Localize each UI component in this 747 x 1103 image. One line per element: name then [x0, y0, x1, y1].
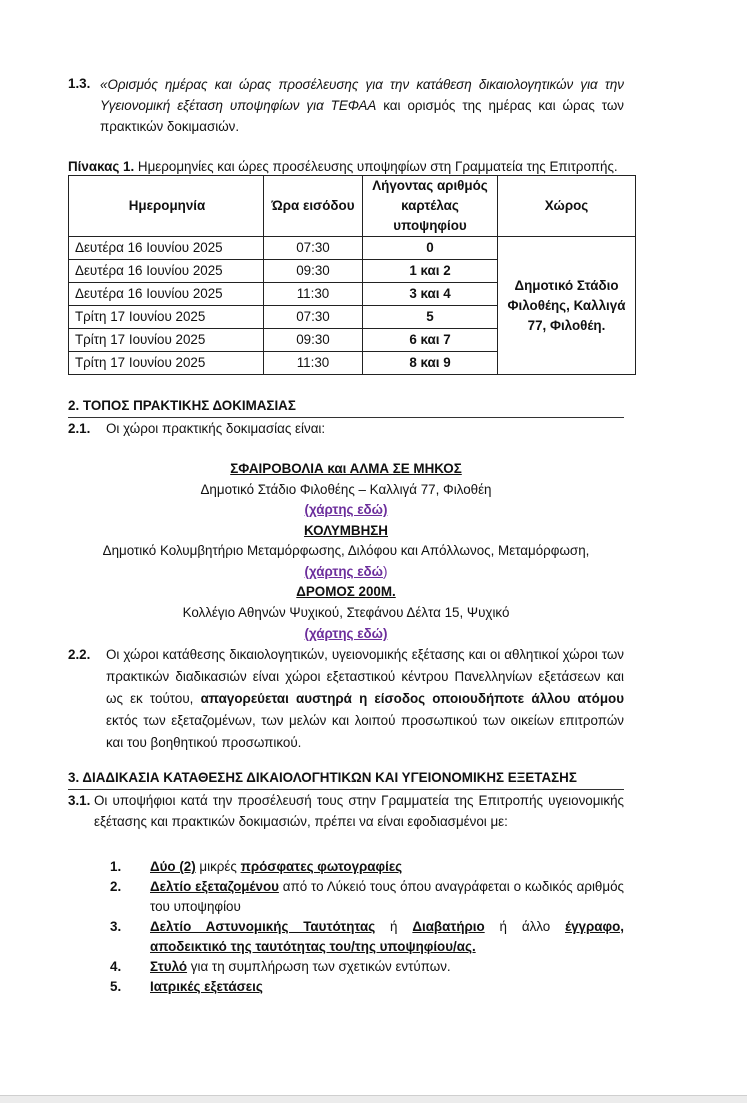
list-item: 4. Στυλό για τη συμπλήρωση των σχετικών εντύπων. [110, 959, 451, 974]
table-row [69, 237, 636, 260]
venue-3-title: ΔΡΟΜΟΣ 200Μ. [296, 584, 396, 599]
venue-1-address: Δημοτικό Στάδιο Φιλοθέης – Καλλιγά 77, Φιλοθέη [200, 482, 492, 497]
cell-time: 09:30 [264, 329, 363, 352]
venue-1-title: ΣΦΑΙΡΟΒΟΛΙΑ και ΑΛΜΑ ΣΕ ΜΗΚΟΣ [230, 461, 462, 476]
cell-date: Δευτέρα 16 Ιουνίου 2025 [69, 237, 264, 260]
cell-date: Τρίτη 17 Ιουνίου 2025 [69, 306, 264, 329]
section-3-heading: 3. ΔΙΑΔΙΚΑΣΙΑ ΚΑΤΑΘΕΣΗΣ ΔΙΚΑΙΟΛΟΓΗΤΙΚΩΝ ΚΑΙ ΥΓΕΙΟΝΟΜΙΚΗΣ ΕΞΕΤΑΣΗΣ [68, 768, 624, 790]
venue-3-address: Κολλέγιο Αθηνών Ψυχικού, Στεφάνου Δέλτα 15, Ψυχικό [182, 605, 510, 620]
section-2-2-text: Οι χώροι κατάθεσης δικαιολογητικών, υγειονομικής εξέτασης και οι αθλητικοί χώροι των πρακτικών διαδικασιών είναι χώροι εξεταστικού κέντρου Πανελληνίων εξετάσεων και ως εκ τούτου, απαγορεύεται αυστηρά η είσοδος οποιουδήποτε άλλου ατόμου εκτός των εξεταζομένων, των μελών και λοιπού προσωπικού των οικείων επιτροπών και του βοηθητικού προσωπικού. [106, 647, 624, 750]
cell-card: 3 και 4 [363, 283, 498, 306]
section-number: 2.1. [68, 421, 91, 436]
cell-date: Τρίτη 17 Ιουνίου 2025 [69, 329, 264, 352]
section-2-heading: 2. ΤΟΠΟΣ ΠΡΑΚΤΙΚΗΣ ΔΟΚΙΜΑΣΙΑΣ [68, 396, 624, 418]
cell-time: 07:30 [264, 237, 363, 260]
section-1-3 [68, 74, 624, 137]
venue-1-map [68, 500, 624, 520]
list-item: 1. Δύο (2) μικρές πρόσφατες φωτογραφίες [110, 859, 403, 874]
venue-2-map: (χάρτης εδώ) [304, 564, 388, 579]
section-2-2 [68, 644, 624, 754]
cell-card: 6 και 7 [363, 329, 498, 352]
table-header-row [69, 176, 636, 237]
list-item: 5. Ιατρικές εξετάσεις [110, 979, 263, 994]
section-number: 2.2. [68, 647, 91, 662]
header-venue: Χώρος [498, 176, 636, 237]
section-number: 3.1. [68, 793, 91, 808]
cell-card: 0 [363, 237, 498, 260]
header-card: Λήγοντας αριθμός καρτέλας υποψηφίου [363, 176, 498, 237]
cell-card: 1 και 2 [363, 260, 498, 283]
list-item: 3. Δελτίο Αστυνομικής Ταυτότητας ή Διαβατήριο ή άλλο έγγραφο, αποδεικτικό της ταυτότητας του/της υποψηφίου/ας. [110, 919, 624, 954]
section-3-1 [68, 790, 624, 832]
map-link[interactable]: (χάρτης εδώ) [304, 626, 388, 641]
cell-time: 09:30 [264, 260, 363, 283]
cell-venue: Δημοτικό Στάδιο Φιλοθέης, Καλλιγά 77, Φιλοθέη. [498, 237, 636, 375]
table-caption: Πίνακας 1. Ημερομηνίες και ώρες προσέλευσης υποψηφίων στη Γραμματεία της Επιτροπής. [68, 159, 618, 174]
cell-card: 5 [363, 306, 498, 329]
cell-time: 11:30 [264, 352, 363, 375]
section-1-3-text: «Ορισμός ημέρας και ώρας προσέλευσης για την κατάθεση δικαιολογητικών για την Υγειονομική εξέταση υποψηφίων για ΤΕΦΑΑ και ορισμός της ημέρας και ώρας των πρακτικών δοκιμασιών. [100, 77, 624, 134]
header-date: Ημερομηνία [69, 176, 264, 237]
section-number: 1.3. [68, 76, 91, 91]
list-item: 2. Δελτίο εξεταζομένου από το Λύκειό τους όπου αναγράφεται ο κωδικός αριθμός του υποψηφίου [110, 879, 624, 914]
section-2-1 [68, 419, 624, 439]
section-2-1-text: Οι χώροι πρακτικής δοκιμασίας είναι: [106, 421, 326, 436]
venue-2-title: ΚΟΛΥΜΒΗΣΗ [304, 523, 388, 538]
schedule-table [68, 175, 636, 375]
venue-2-address: Δημοτικό Κολυμβητήριο Μεταμόρφωσης, Διλόφου και Απόλλωνος, Μεταμόρφωση, [102, 543, 590, 558]
cell-date: Τρίτη 17 Ιουνίου 2025 [69, 352, 264, 375]
cell-time: 07:30 [264, 306, 363, 329]
cell-card: 8 και 9 [363, 352, 498, 375]
map-link[interactable]: (χάρτης εδώ) [304, 502, 388, 517]
cell-date: Δευτέρα 16 Ιουνίου 2025 [69, 260, 264, 283]
cell-time: 11:30 [264, 283, 363, 306]
cell-date: Δευτέρα 16 Ιουνίου 2025 [69, 283, 264, 306]
venue-3-map [68, 624, 624, 644]
required-documents-list [110, 857, 624, 997]
header-time: Ώρα εισόδου [264, 176, 363, 237]
map-link[interactable]: (χάρτης εδώ [304, 564, 383, 579]
section-3-1-text: Οι υποψήφιοι κατά την προσέλευσή τους στην Γραμματεία της Επιτροπής υγειονομικής εξέτασης και πρακτικών δοκιμασιών, πρέπει να είναι εφοδιασμένοι με: [94, 793, 624, 829]
